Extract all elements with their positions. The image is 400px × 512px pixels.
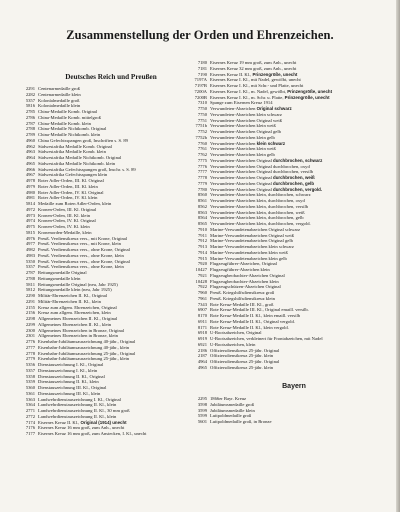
item-number: 2789 <box>25 132 35 137</box>
item-number: 2291 <box>25 86 35 91</box>
item-emphasis: durchbrochen, vergold. <box>273 186 323 192</box>
item-number: 7912 <box>197 238 207 244</box>
item-number: 4975 <box>25 224 35 229</box>
item-description: Centenarmedaille groß <box>38 86 80 91</box>
item-number: 5599 <box>197 413 207 419</box>
item-description: Eisenbahn-Jubiläumsauszeichnung 40-jähr., klein <box>38 344 130 350</box>
item-number: 2788 <box>25 126 35 132</box>
item-number: 5360 <box>25 385 35 390</box>
item-number: 2299 <box>25 321 35 327</box>
item-description: Dienstauszeichnung I. Kl., Original <box>38 362 104 367</box>
item-number: 5601 <box>197 419 207 424</box>
item-number: 4965 <box>197 364 207 370</box>
item-description: Preuß. Verdienstkreuz vers., ohne Krone, klein <box>38 252 124 258</box>
item-description: Verwundeten-Abzeichen Original schwarz <box>210 106 292 111</box>
item-number: 2778 <box>25 350 35 356</box>
item-description: Rote Kreuz-Medaille III. Kl., groß <box>210 301 274 307</box>
item-number: 7752b <box>195 134 207 140</box>
item-number: 2776 <box>25 339 35 344</box>
item-description: Militär-Ehrenzeichen II. Kl., klein <box>38 298 101 304</box>
item-description: Rote Kreuz-Medaille II. Kl., Original vergold. <box>210 318 296 324</box>
item-description: Landwehrdienstauszeichnung II. Kl., klein <box>38 402 117 408</box>
item-number: 5814 <box>25 201 35 206</box>
item-description: Rote Kreuz-Medaille III. Kl., Original emaill. versilb. <box>210 307 309 313</box>
item-description: Eisernes Kreuz I. Kl., m. Schr. u. Platte, Prinzengröße, unecht <box>210 94 330 100</box>
item-number: 7750 <box>197 111 207 117</box>
item-number: 7752 <box>197 129 207 134</box>
item-description: Eisernes Kreuz 16 mm groß, zum Anstecken, I. Kl., unecht <box>38 431 147 436</box>
item-description: Verwundeten-Abzeichen klein, durchbrochen, versilb <box>210 203 309 209</box>
item-number: 6919 <box>197 336 207 341</box>
item-number: 2788 <box>25 275 35 281</box>
item-number: 7778 <box>197 175 207 180</box>
item-description: Marine-Verwundetenabzeichen Original gelb <box>210 238 293 244</box>
right-list <box>193 60 395 371</box>
item-description: Preuß. Kriegshilfsdienstkreuz klein <box>210 295 275 301</box>
item-description: Verwundeten-Abzeichen Original durchbrochen, oxyd <box>210 163 310 169</box>
item-number: 8562 <box>197 203 207 209</box>
item-number: 10427 <box>195 267 207 272</box>
item-number: 2298 <box>25 316 35 321</box>
item-number: 8560 <box>197 192 207 198</box>
item-number: 2290 <box>25 293 35 298</box>
item-description: Verwundeten-Abzeichen klein weiß <box>210 123 276 129</box>
item-number: 5815 <box>25 229 35 235</box>
list-item <box>193 365 395 371</box>
item-description: Dienstauszeichnung III. Kl., Original <box>38 385 107 390</box>
item-number: 8171 <box>197 324 207 330</box>
item-description: Eisernes Kreuz I. Kl., m. Nadel, gewölbt, Prinzengröße, unecht <box>210 88 333 94</box>
item-number: 7775 <box>197 157 207 163</box>
item-number: 4964 <box>197 359 207 364</box>
item-description: Verwundeten-Abzeichen Original durchbrochen, versilb <box>210 169 314 175</box>
item-description: Spange zum Eisernen Kreuz 1914 <box>210 100 273 106</box>
item-number: 6911 <box>197 318 207 324</box>
item-number: 5359 <box>25 379 35 385</box>
item-description: U-Bootsabzeichen, klein <box>210 341 256 347</box>
item-number: 3598 <box>197 401 207 407</box>
item-description: Roter Adler-Orden, III. Kl. klein <box>38 183 98 189</box>
item-number: 7910 <box>197 226 207 232</box>
item-description: Verwundeten-Abzeichen klein schwarz <box>210 111 282 117</box>
item-number: 7343 <box>197 301 207 307</box>
item-number: 4962 <box>25 143 35 149</box>
item-number: 7920 <box>197 261 207 267</box>
item-number: 7761 <box>197 146 207 152</box>
item-description: Marine-Verwundetenabzeichen Original weiß <box>210 232 294 238</box>
item-number: 7751b <box>195 123 207 129</box>
item-number: 4982 <box>25 247 35 252</box>
item-number: 4976 <box>25 235 35 241</box>
item-emphasis: durchbrochen, gelb <box>273 180 314 186</box>
item-description: Rote Kreuz-Medaille II. Kl., klein emaill. versilb <box>210 313 301 318</box>
item-description: Preuß. Verdienstkreuz vers., mit Krone, Original <box>38 235 128 241</box>
item-description: Centenarmedaille klein <box>38 91 81 97</box>
item-number: 5812 <box>25 287 35 293</box>
item-description: Allgemeines Ehrenzeichen II. Kl., klein <box>38 321 112 327</box>
item-description: Landwehrdienstauszeichnung I. Kl., Original <box>38 396 121 402</box>
item-description: Verwundeten-Abzeichen Original durchbrochen, schwarz <box>210 157 323 163</box>
item-description: Medaille zum Roten Adler-Orden, klein <box>38 201 112 206</box>
left-list <box>22 86 200 437</box>
item-description: Marine-Verwundetenabzeichen klein schwarz <box>210 244 294 249</box>
item-emphasis: durchbrochen, schwarz <box>273 157 323 163</box>
item-description: Eisernes Kreuz 16 mm groß, zum Anh., unecht <box>38 425 125 431</box>
item-description: Rote Kreuz-Medaille II. Kl., klein vergold. <box>210 324 289 330</box>
item-description: China-Medaille Komb. mittelgroß <box>38 114 101 120</box>
item-number: 7762 <box>197 152 207 157</box>
list-item <box>193 419 395 425</box>
item-description: Südwestafrika Medaille Komb. klein <box>38 149 106 155</box>
item-number: 7197B <box>194 83 207 88</box>
item-description: U-Bootsabzeichen, verkleinert für Frontabzeichen, mit Nadel <box>210 336 323 341</box>
item-number: 4965 <box>25 160 35 166</box>
item-description: Eisenbahn-Jubiläumsauszeichnung 25-jähr., Original <box>38 350 136 356</box>
item-number: 7777 <box>197 169 207 175</box>
item-description: Rettungsmedaille klein <box>38 275 81 281</box>
item-description: Verwundeten-Abzeichen Original durchbrochen, weiß <box>210 175 315 180</box>
item-description: Dienstauszeichnung I. Kl., klein <box>38 367 98 373</box>
item-number: 2155 <box>25 304 35 310</box>
item-description: Verwundeten-Abzeichen Original durchbrochen, gelb <box>210 180 314 186</box>
item-description: China-Medaille Nichtkomb. klein <box>38 132 101 137</box>
item-description: Verwundeten-Abzeichen klein, durchbrochen, weiß <box>210 209 305 215</box>
item-number: 7922 <box>197 284 207 290</box>
item-description: U-Bootsabzeichen, Original <box>210 330 262 336</box>
item-number: 2779 <box>25 356 35 362</box>
item-number: 7779 <box>197 180 207 186</box>
item-description: Preuß. Verdienstkreuz vers., ohne Krone, Original <box>38 247 130 252</box>
item-emphasis: durchbrochen, weiß <box>273 175 315 180</box>
item-description: Rettungsmedaille Original (neu, Jahr 1925) <box>38 281 118 287</box>
item-description: Marine-Verwundetenabzeichen klein gelb <box>210 255 287 261</box>
item-description: Kronen-Orden, III. Kl. klein <box>38 212 91 218</box>
item-description: Roter Adler-Orden, IV. Kl. klein <box>38 195 98 201</box>
item-number: 4979 <box>25 183 35 189</box>
item-number: 4972 <box>25 206 35 212</box>
item-number: 2186 <box>197 347 207 353</box>
item-number: 2787 <box>25 120 35 126</box>
item-number: 5811 <box>25 281 35 287</box>
item-description: Jubiläumsmedaille klein <box>210 407 255 413</box>
item-number: 4978 <box>25 178 35 183</box>
item-emphasis: Prinzengröße, unecht <box>284 94 330 100</box>
item-description: Kronenorden-Medaille, klein <box>38 229 92 235</box>
item-number: 7911 <box>197 232 207 238</box>
item-number: 6918 <box>197 330 207 336</box>
item-description: Eisernes Kreuz I. Kl., mit Schr.- und Platte, unecht <box>210 83 304 88</box>
item-description: Kreuz zum allgem. Ehrenzeichen, klein <box>38 310 111 316</box>
section-heading-bayern: Bayern <box>282 383 306 390</box>
item-number: 8561 <box>197 198 207 203</box>
item-description: Verwundeten-Abzeichen klein, durchbrochen, gelb <box>210 215 304 221</box>
item-number: 7913 <box>197 244 207 249</box>
item-number: 2282 <box>25 91 35 97</box>
item-number: 7751 <box>197 117 207 123</box>
item-number: 8170 <box>197 313 207 318</box>
item-number: 7780 <box>197 186 207 192</box>
item-number: 7181 <box>197 65 207 71</box>
item-description: Dienstauszeichnung II. Kl., klein <box>38 379 99 385</box>
item-description: Flugzeugführer-Abzeichen, Original <box>210 261 278 267</box>
item-number: 7960 <box>197 290 207 295</box>
item-description: Verwundeten-Abzeichen Original gelb <box>210 129 281 134</box>
item-description: Militär-Ehrenzeichen II. Kl., Original <box>38 293 108 298</box>
item-description: Dienstauszeichnung II. Kl., Original <box>38 373 105 379</box>
item-number: 2187 <box>197 353 207 359</box>
item-description: Kronen-Orden, IV. Kl. klein <box>38 224 90 229</box>
item-description: Flugzeugführer-Abzeichen klein <box>210 267 270 272</box>
item-description: Südwestafrika Medaille Nichtkomb. Original <box>38 155 122 160</box>
item-description: Eisernes Kreuz 19 mm groß, zum Anh., unecht <box>210 60 297 65</box>
item-description: Eisenbahn-Jubiläumsauszeichnung 40-jähr., Original <box>38 339 136 344</box>
item-number: 7915 <box>197 255 207 261</box>
item-description: China Gefechtsspangen groß, Inschriften s. S. 89 <box>38 137 128 143</box>
item-description: Eisernes Kreuz II. Kl., Original (1914) unecht <box>38 419 127 425</box>
item-number: 7190 <box>197 71 207 77</box>
item-description: Kronen-Orden, III. Kl. Original <box>38 206 97 212</box>
item-number: 4981 <box>25 195 35 201</box>
item-number: 8564 <box>197 215 207 221</box>
item-number: 7310 <box>197 100 207 106</box>
item-number: 7180 <box>197 60 207 65</box>
item-description: Allgemeines Ehrenzeichen in Bronze, Original <box>38 327 125 333</box>
item-description: Südwestafrika Gefechtsspangen groß, Inschr. s. S. 89 <box>38 166 136 172</box>
item-description: Südwestafrika Medaille Komb. Original <box>38 143 112 149</box>
item-number: 4967 <box>25 172 35 178</box>
item-description: China-Medaille Nichtkomb. Original <box>38 126 107 132</box>
item-number: 4963 <box>25 149 35 155</box>
item-description: Luitpoldmedaille groß <box>210 413 252 419</box>
list-item <box>22 431 200 437</box>
item-number: 7760 <box>197 140 207 146</box>
item-number: 4973 <box>25 212 35 218</box>
item-number: 2295 <box>197 396 207 401</box>
binding-edge <box>396 0 400 512</box>
item-number: 5356 <box>25 362 35 367</box>
item-description: Preuß. Verdienstkreuz vers., ohne Krone, Original <box>38 258 130 264</box>
item-number: 8563 <box>197 209 207 215</box>
item-number: 6907 <box>197 307 207 313</box>
item-number: 5816 <box>25 103 35 109</box>
item-description: Offiziersdienstkreuz 25-jähr. Original <box>210 359 280 364</box>
item-number: 2301 <box>25 333 35 339</box>
item-description: Flugzeugbeobachter-Abzeichen Original <box>210 272 285 278</box>
item-number: 8565 <box>197 221 207 226</box>
item-number: 5364 <box>25 402 35 408</box>
item-number: 7177 <box>25 431 35 436</box>
item-description: Rettungsmedaille klein (neu, Jahr 1925) <box>38 287 112 293</box>
item-number: 3599 <box>197 407 207 413</box>
item-description: Verwundeten-Abzeichen klein, durchbrochen, oxyd <box>210 198 305 203</box>
item-description: China-Medaille Komb. Original <box>38 109 98 114</box>
item-number: 7197A <box>194 77 207 83</box>
item-description: Eisernes Kreuz II. Kl., Prinzengröße, unecht <box>210 71 298 77</box>
item-description: Allgemeines Ehrenzeichen in Bronze, klein <box>38 333 118 339</box>
item-number: 4983 <box>25 252 35 258</box>
item-number: 5358 <box>25 373 35 379</box>
item-number: 4966 <box>25 166 35 172</box>
item-number: 4974 <box>25 218 35 224</box>
item-emphasis: Original (1914) unecht <box>80 419 127 425</box>
item-description: Marine-Verwundetenabzeichen Original schwarz <box>210 226 301 232</box>
item-description: Preuß. Kriegshilfsdienstkreuz groß <box>210 290 275 295</box>
item-description: Kronen-Orden, IV. Kl. Original <box>38 218 96 224</box>
item-number: 7176 <box>25 425 35 431</box>
item-description: China-Medaille Komb. klein <box>38 120 91 126</box>
item-description: Südwestafrika Medaille Nichtkomb. klein <box>38 160 116 166</box>
item-number: 6921 <box>197 341 207 347</box>
item-number: 5361 <box>25 390 35 396</box>
item-description: Preuß. Verdienstkreuz vers., ohne Krone, klein <box>38 264 124 270</box>
item-number: 7750 <box>197 106 207 111</box>
item-description: Flugzeugschützen-Abzeichen Original <box>210 284 281 290</box>
item-number: 7914 <box>197 249 207 255</box>
item-description: Offiziersdienstkreuz 25-jähr. klein <box>210 353 274 359</box>
item-number: 5350 <box>25 258 35 264</box>
item-description: Offiziersdienstkreuz 25-jähr. klein <box>210 364 274 370</box>
item-number: 10428 <box>195 278 207 284</box>
item-number: 2786 <box>25 114 35 120</box>
section-heading-reich: Deutsches Reich und Preußen <box>65 73 157 81</box>
item-description: Rettungsmedaille Original <box>38 270 87 275</box>
item-number: 7776 <box>197 163 207 169</box>
item-description: Verwundeten-Abzeichen klein gelb <box>210 152 275 157</box>
item-number: 2787 <box>25 270 35 275</box>
item-number: 7200B <box>194 94 207 100</box>
item-emphasis: Original schwarz <box>256 106 292 111</box>
item-description: Verwundeten-Abzeichen klein, durchbrochen, vergold. <box>210 221 311 226</box>
item-description: Dienstauszeichnung III. Kl., klein <box>38 390 101 396</box>
item-number: 2300 <box>25 327 35 333</box>
page-title: Zusammenstellung der Orden und Ehrenzeichen. <box>66 28 334 42</box>
item-description: Luitpoldmedaille groß, in Bronze <box>210 419 272 424</box>
item-description: Landwehrdienstauszeichnung II. Kl., klein <box>38 413 117 419</box>
item-number: 5357 <box>25 97 35 103</box>
bayern-list <box>193 396 395 425</box>
item-description: Verwundeten-Abzeichen klein weiß <box>210 146 276 152</box>
item-number: 7961 <box>197 295 207 301</box>
item-number: 2785 <box>25 109 35 114</box>
item-number: 5357 <box>25 367 35 373</box>
item-number: 7200A <box>194 88 207 94</box>
item-description: Offiziersdienstkreuz 25-jähr. Original <box>210 347 280 353</box>
item-description: Koloníalmedaille groß <box>38 97 80 103</box>
item-description: Eisenbahn-Jubiläumsauszeichnung 25-jähr., klein <box>38 356 130 362</box>
item-description: Kolonialmedaille klein <box>38 103 81 109</box>
item-number: 2291 <box>25 298 35 304</box>
item-number: 4980 <box>25 189 35 195</box>
item-emphasis: Prinzengröße, unecht <box>287 88 333 94</box>
item-description: 1866er Bayr. Kreuz <box>210 396 247 401</box>
item-description: Eisernes Kreuz 32 mm groß, zum Anh., unecht <box>210 65 297 71</box>
item-description: Verwundeten-Abzeichen klein, durchbrochen, schwarz <box>210 192 311 198</box>
item-description: Verwundeten-Abzeichen klein schwarz <box>210 140 286 146</box>
item-number: 5363 <box>25 396 35 402</box>
item-description: Südwestafrika Gefechtsspangen klein <box>38 172 108 178</box>
item-number: 7174 <box>25 419 35 425</box>
item-number: 5357 <box>25 264 35 270</box>
item-description: Eisernes Kreuz I. Kl., mit Nadel, gewölbt, unecht <box>210 77 301 83</box>
item-emphasis: Prinzengröße, unecht <box>252 71 298 77</box>
item-description: Roter Adler-Orden, IV. Kl. Original <box>38 189 104 195</box>
item-description: Preuß. Verdienstkreuz vers., mit Krone, klein <box>38 241 121 247</box>
item-description: Roter Adler-Orden, III. Kl. Original <box>38 178 104 183</box>
item-description: Verwundeten-Abzeichen Original weiß <box>210 117 282 123</box>
item-number: 7921 <box>197 272 207 278</box>
item-number: 4977 <box>25 241 35 247</box>
item-description: Kreuz zum allgem. Ehrenzeichen, Original <box>38 304 117 310</box>
item-description: Verwundeten-Abzeichen Original durchbrochen, vergold. <box>210 186 323 192</box>
item-description: Landwehrdienstauszeichnung II. Kl., 30 mm groß <box>38 408 130 413</box>
item-description: Allgemeines Ehrenzeichen II. Kl., Original <box>38 316 118 321</box>
item-description: Verwundeten-Abzeichen klein gelb <box>210 134 275 140</box>
item-number: 2156 <box>25 310 35 316</box>
item-number: 4960 <box>25 137 35 143</box>
item-number: 2771 <box>25 408 35 413</box>
item-emphasis: klein schwarz <box>256 140 286 146</box>
item-description: Jubiläumsmedaille groß <box>210 401 255 407</box>
item-number: 4964 <box>25 155 35 160</box>
item-number: 2777 <box>25 344 35 350</box>
item-number: 2772 <box>25 413 35 419</box>
item-description: Marine-Verwundetenabzeichen klein weiß <box>210 249 288 255</box>
item-description: Flugzeugbeobachter-Abzeichen klein <box>210 278 279 284</box>
